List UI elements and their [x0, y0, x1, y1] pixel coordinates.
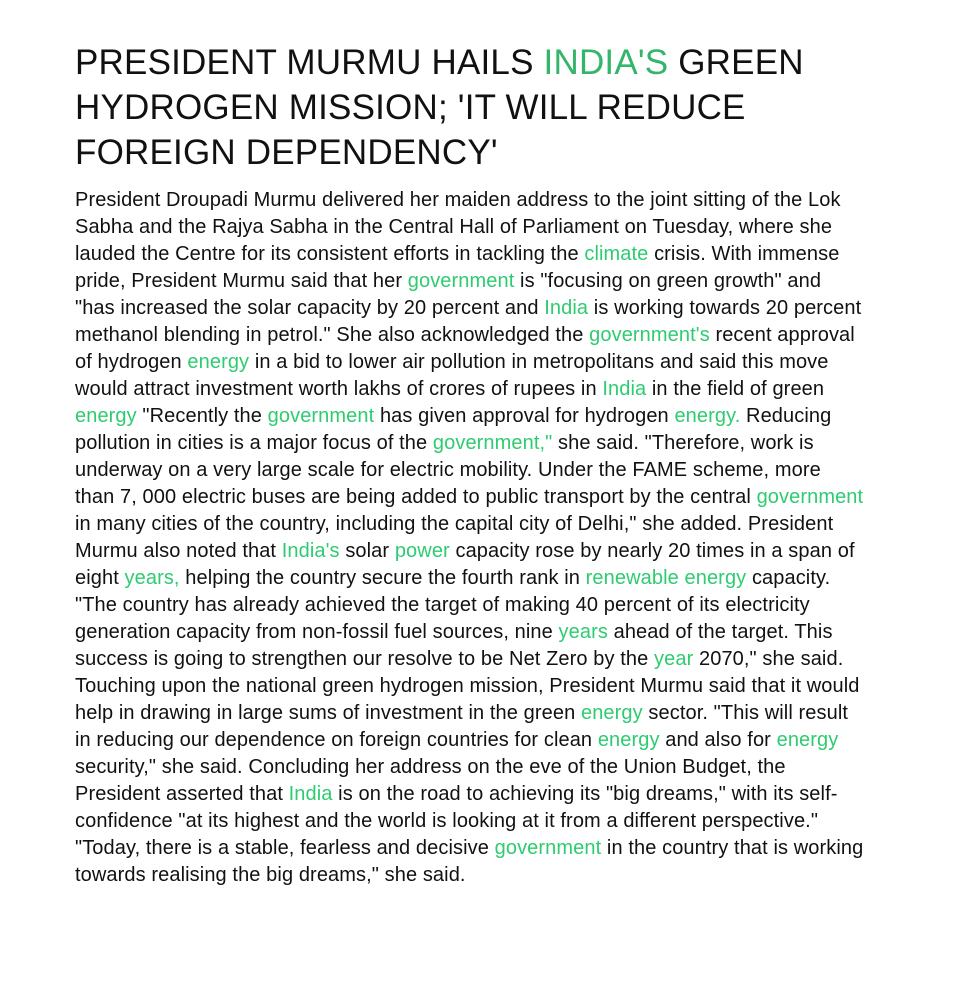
body-segment: helping the country secure the fourth rank in [179, 567, 586, 589]
highlighted-keyword: climate [584, 243, 649, 265]
highlighted-keyword: energy [776, 729, 839, 751]
highlighted-keyword: years [558, 621, 608, 643]
highlighted-keyword: India [288, 783, 333, 805]
highlighted-keyword: energy. [674, 405, 741, 427]
article [75, 40, 875, 889]
headline-highlight: INDIA'S [543, 43, 669, 82]
highlighted-keyword: year [654, 648, 694, 670]
body-segment: capacity. "The country has already achieved the target of making 40 percent of its electricity generation capacity from non-fossil fuel sources, nine [75, 567, 831, 643]
highlighted-keyword: government [267, 405, 375, 427]
body-segment: security," she said. Concluding her address on the eve of the Union Budget, the President asserted that [75, 756, 786, 805]
highlighted-keyword: energy [597, 729, 660, 751]
body-segment: in many cities of the country, including the capital city of Delhi," she added. President Murmu also noted that [75, 513, 834, 562]
headline-part-1: PRESIDENT MURMU HAILS [75, 43, 544, 82]
body-segment: solar [339, 540, 395, 562]
highlighted-keyword: government," [432, 432, 553, 454]
body-segment: President Droupadi Murmu delivered her maiden address to the joint sitting of the Lok Sabha and the Rajya Sabha in the Central Hall of Parliament on Tuesday, where she lauded the Centre for its consistent efforts in tackling the [75, 189, 841, 265]
body-segment: ahead of the target. This success is going to strengthen our resolve to be Net Zero by the [75, 621, 833, 670]
highlighted-keyword: energy [75, 405, 137, 427]
highlighted-keyword: government [494, 837, 602, 859]
highlighted-keyword: government [407, 270, 515, 292]
highlighted-keyword: power [394, 540, 450, 562]
body-segment: and also for [659, 729, 777, 751]
body-segment: she said. "Therefore, work is underway on a very large scale for electric mobility. Under the FAME scheme, more than 7, 000 electric buses are being added to public transport by the central [75, 432, 821, 508]
highlighted-keyword: energy [580, 702, 643, 724]
highlighted-keyword: years, [124, 567, 180, 589]
body-segment: sector. "This will result in reducing our dependence on foreign countries for clean [75, 702, 849, 751]
highlighted-keyword: energy [187, 351, 250, 373]
body-segment: has given approval for hydrogen [374, 405, 675, 427]
body-segment: crisis. With immense pride, President Murmu said that her [75, 243, 840, 292]
body-segment: in the field of green [646, 378, 825, 400]
body-segment: is working towards 20 percent methanol blending in petrol." She also acknowledged the [75, 297, 862, 346]
body-segment: in a bid to lower air pollution in metropolitans and said this move would attract investment worth lakhs of crores of rupees in [75, 351, 829, 400]
headline-part-2: GREEN HYDROGEN MISSION; 'IT WILL REDUCE FOREIGN DEPENDENCY' [75, 43, 804, 172]
highlighted-keyword: India [602, 378, 647, 400]
body-segment: capacity rose by nearly 20 times in a span of eight [75, 540, 855, 589]
highlighted-keyword: India [544, 297, 589, 319]
body-segment: in the country that is working towards realising the big dreams," she said. [75, 837, 864, 886]
body-segment: recent approval of hydrogen [75, 324, 855, 373]
highlighted-keyword: India's [281, 540, 340, 562]
body-segment: is "focusing on green growth" and "has increased the solar capacity by 20 percent and [75, 270, 822, 319]
body-segment: "Recently the [136, 405, 268, 427]
highlighted-keyword: government [756, 486, 864, 508]
body-segment: is on the road to achieving its "big dreams," with its self-confidence "at its highest and the world is looking at it from a different perspective." "Today, there is a stable, fearless and decisive [75, 783, 838, 859]
article-body [75, 187, 865, 889]
headline [75, 40, 875, 175]
highlighted-keyword: renewable energy [585, 567, 747, 589]
body-segment: Reducing pollution in cities is a major focus of the [75, 405, 832, 454]
body-segment: 2070," she said. Touching upon the national green hydrogen mission, President Murmu said that it would help in drawing in large sums of investment in the green [75, 648, 860, 724]
highlighted-keyword: government's [589, 324, 710, 346]
